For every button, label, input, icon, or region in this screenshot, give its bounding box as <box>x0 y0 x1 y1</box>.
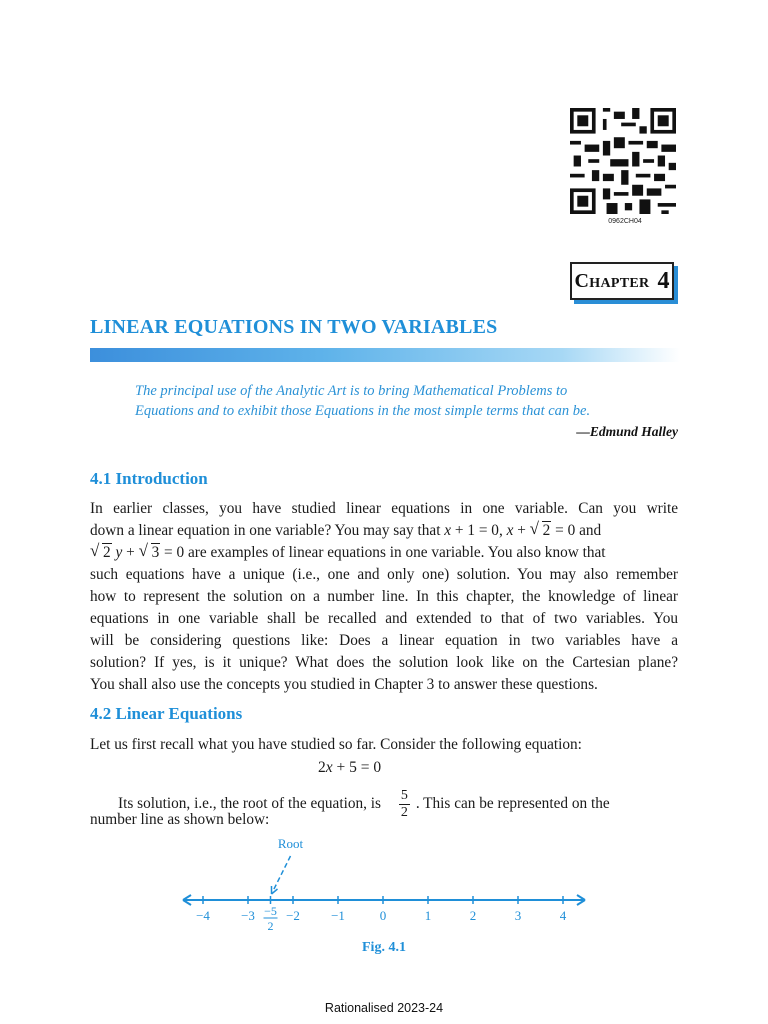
sqrt-symbol: √ 2 <box>530 521 552 541</box>
tick-label: 2 <box>469 908 477 923</box>
epigraph-quote <box>135 381 680 421</box>
sqrt-symbol: √ 3 <box>139 543 161 563</box>
number-line-figure <box>175 830 595 940</box>
section-heading-linear-equations: 4.2 Linear Equations <box>90 704 243 723</box>
tick-label: 4 <box>559 908 567 923</box>
paragraph-line: solution? If yes, is it unique? What does the solution look like on the Cartesian plane? <box>90 654 678 671</box>
paragraph-line: equations in one variable shall be recalled and extended to that of two variables. You <box>90 610 678 627</box>
quote-line-2: Equations and to exhibit those Equations in the most simple terms that can be. <box>135 403 591 419</box>
section-heading-introduction: 4.1 Introduction <box>90 469 208 488</box>
paragraph-line: number line as shown below: <box>90 811 270 828</box>
tick-label: 1 <box>424 908 432 923</box>
paragraph-line: such equations have a unique (i.e., one and only one) solution. You may also remember <box>90 566 678 583</box>
tick-label: −1 <box>331 908 345 923</box>
paragraph-line: You shall also use the concepts you studied in Chapter 3 to answer these questions. <box>90 676 598 693</box>
root-callout-label: Root <box>277 836 304 851</box>
quote-line-1: The principal use of the Analytic Art is to bring Mathematical Problems to <box>135 383 568 399</box>
qr-code-icon[interactable] <box>570 108 676 214</box>
root-label-denominator: 2 <box>267 919 274 933</box>
root-arrow-line <box>273 856 291 892</box>
tick-label: −4 <box>196 908 210 923</box>
paragraph-line: down a linear equation in one variable? You may say that x + 1 = 0, x + √ 2 = 0 and <box>90 521 678 541</box>
root-label-numerator: −5 <box>264 904 277 918</box>
chapter-title: LINEAR EQUATIONS IN TWO VARIABLES <box>90 316 498 338</box>
title-divider-bar <box>90 348 680 362</box>
quote-author: —Edmund Halley <box>576 424 678 439</box>
figure-caption: Fig. 4.1 <box>362 940 406 955</box>
paragraph-line: In earlier classes, you have studied linear equations in one variable. Can you write <box>90 500 678 517</box>
tick-label: −3 <box>241 908 255 923</box>
paragraph-line: will be considering questions like: Does a linear equation in two variables have a <box>90 632 678 649</box>
paragraph-line: Let us first recall what you have studied so far. Consider the following equation: <box>90 736 582 753</box>
paragraph-line: Its solution, i.e., the root of the equation, is $\frac{5}{2}$ . This can be represented on the <box>118 788 610 820</box>
tick-label: 0 <box>379 908 387 923</box>
chapter-badge <box>570 262 674 300</box>
qr-code-label: 0962CH04 <box>608 218 642 225</box>
tick-label: −2 <box>286 908 300 923</box>
fraction: $\frac{5}{2}$ <box>400 788 408 820</box>
chapter-number: 4 <box>657 267 670 294</box>
equation: 2x + 5 = 0 <box>318 759 382 776</box>
tick-label: 3 <box>514 908 522 923</box>
chapter-word: Chapter <box>574 269 650 292</box>
page-footer: Rationalised 2023-24 <box>324 1001 444 1015</box>
sqrt-symbol: √ 2 <box>90 543 112 563</box>
paragraph-line: how to represent the solution on a number line. In this chapter, the knowledge of linear <box>90 588 678 605</box>
paragraph-line: √ 2 y + √ 3 = 0 are examples of linear equations in one variable. You also know that <box>90 543 678 563</box>
